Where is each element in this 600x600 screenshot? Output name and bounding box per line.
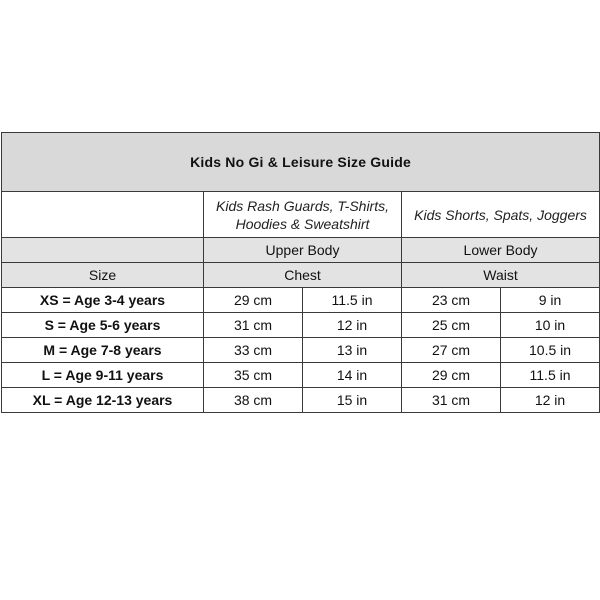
waist-in-cell: 10.5 in: [501, 338, 600, 363]
upper-body-header: Upper Body: [204, 238, 402, 263]
size-cell: XS = Age 3-4 years: [2, 288, 204, 313]
chest-cm-cell: 29 cm: [204, 288, 303, 313]
size-cell: XL = Age 12-13 years: [2, 388, 204, 413]
measure-header-row: [2, 263, 600, 288]
size-rows: [2, 288, 600, 413]
size-header: Size: [2, 263, 204, 288]
waist-in-cell: 10 in: [501, 313, 600, 338]
waist-in-cell: 11.5 in: [501, 363, 600, 388]
lower-body-header: Lower Body: [402, 238, 600, 263]
chest-in-cell: 12 in: [303, 313, 402, 338]
waist-cm-cell: 23 cm: [402, 288, 501, 313]
chest-in-cell: 13 in: [303, 338, 402, 363]
chest-cm-cell: 35 cm: [204, 363, 303, 388]
chest-in-cell: 14 in: [303, 363, 402, 388]
waist-cm-cell: 31 cm: [402, 388, 501, 413]
section-row: [2, 238, 600, 263]
chest-in-cell: 15 in: [303, 388, 402, 413]
table-row: [2, 338, 600, 363]
size-cell: M = Age 7-8 years: [2, 338, 204, 363]
size-cell: L = Age 9-11 years: [2, 363, 204, 388]
upper-category-line-2: Hoodies & Sweatshirt: [235, 215, 370, 232]
size-cell: S = Age 5-6 years: [2, 313, 204, 338]
waist-header: Waist: [402, 263, 600, 288]
upper-category-line-1: Kids Rash Guards, T-Shirts,: [216, 197, 389, 214]
table-row: [2, 363, 600, 388]
section-empty-cell: [2, 238, 204, 263]
waist-cm-cell: 25 cm: [402, 313, 501, 338]
upper-category-cell: [204, 192, 402, 238]
waist-cm-cell: 29 cm: [402, 363, 501, 388]
chest-cm-cell: 33 cm: [204, 338, 303, 363]
chest-header: Chest: [204, 263, 402, 288]
waist-in-cell: 9 in: [501, 288, 600, 313]
title-row: [2, 133, 600, 192]
chest-in-cell: 11.5 in: [303, 288, 402, 313]
chest-cm-cell: 38 cm: [204, 388, 303, 413]
size-guide-table: [1, 132, 600, 413]
table-title: Kids No Gi & Leisure Size Guide: [2, 133, 600, 192]
category-row: [2, 192, 600, 238]
table-row: [2, 288, 600, 313]
lower-category-cell: Kids Shorts, Spats, Joggers: [402, 192, 600, 238]
chest-cm-cell: 31 cm: [204, 313, 303, 338]
waist-cm-cell: 27 cm: [402, 338, 501, 363]
table-row: [2, 313, 600, 338]
category-empty-cell: [2, 192, 204, 238]
waist-in-cell: 12 in: [501, 388, 600, 413]
table-row: [2, 388, 600, 413]
